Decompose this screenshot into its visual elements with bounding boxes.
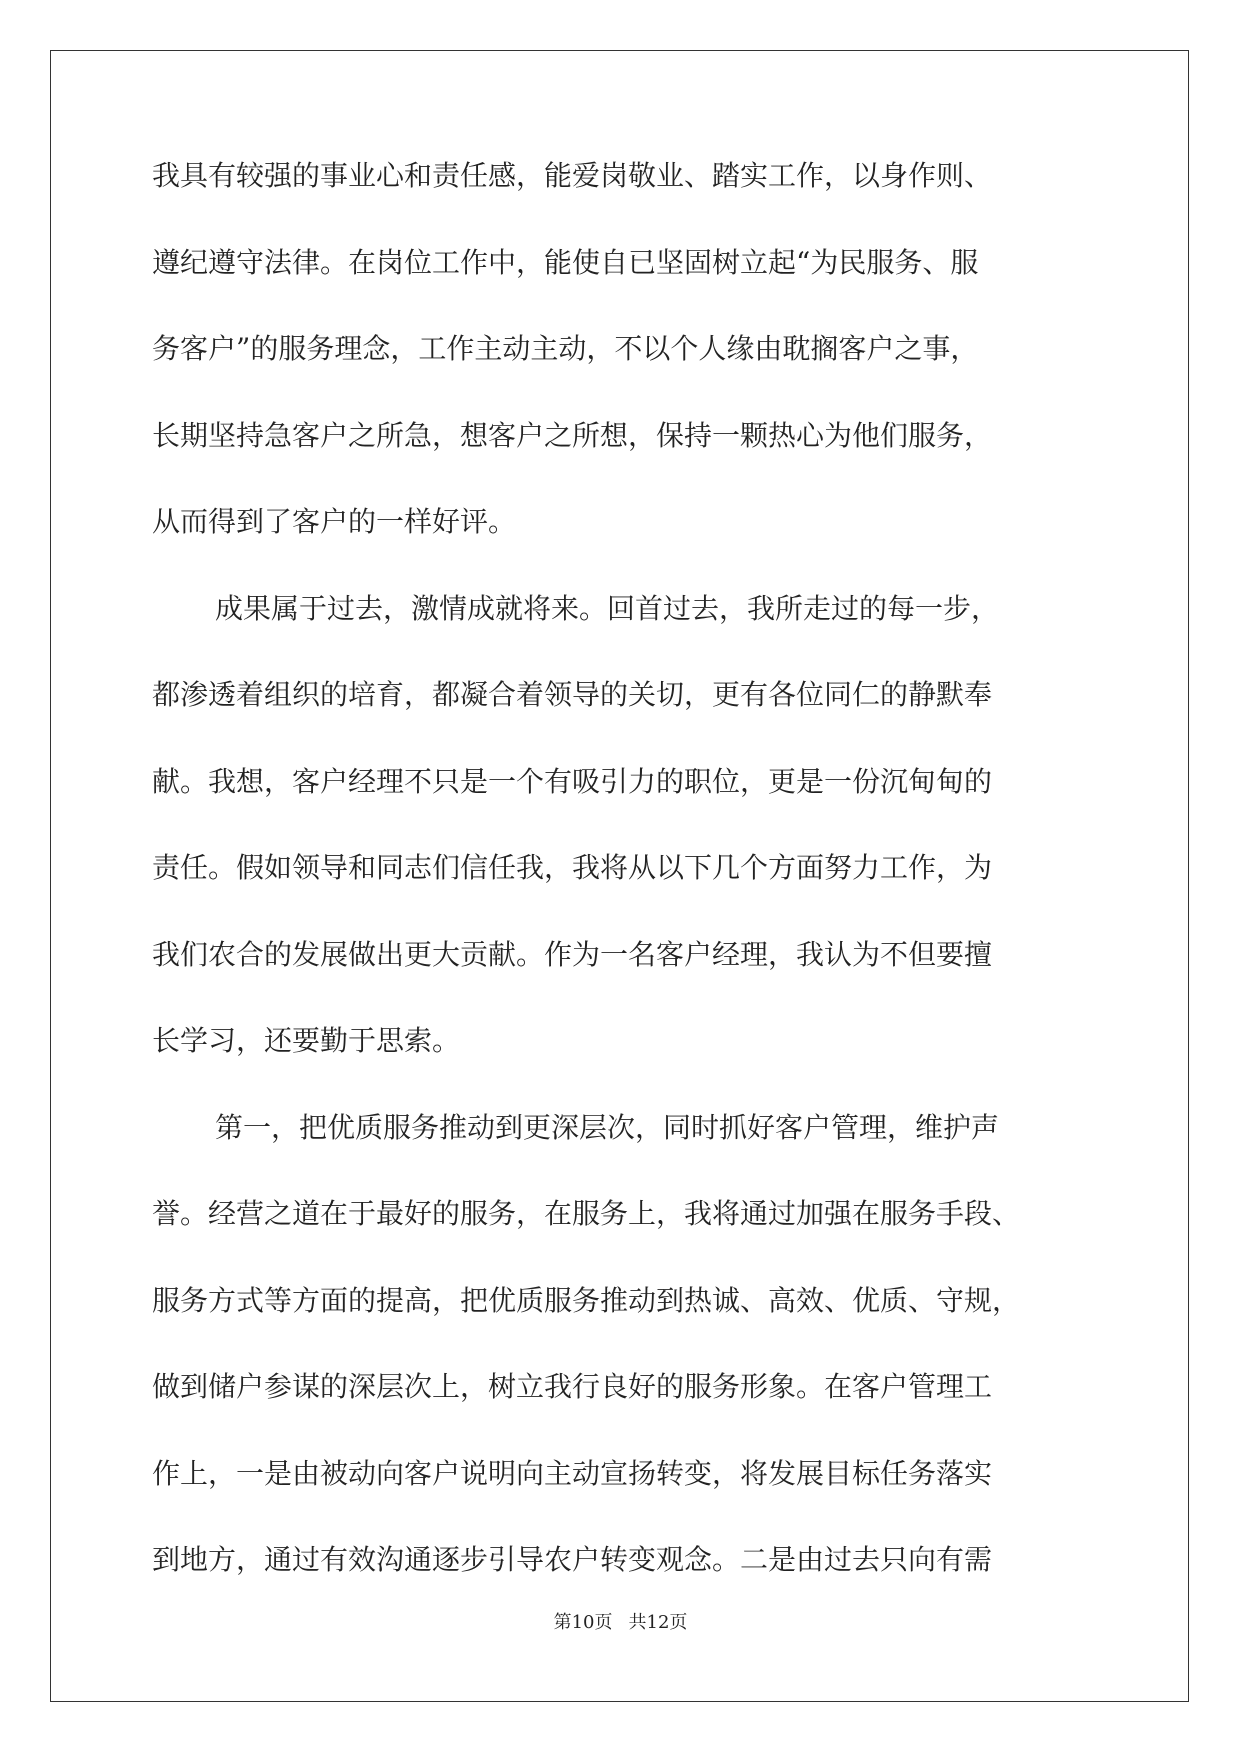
text-line: 我具有较强的事业心和责任感，能爱岗敬业、踏实工作，以身作则、 — [152, 159, 993, 192]
text-line: 都渗透着组织的培育，都凝合着领导的关切，更有各位同仁的静默奉 — [152, 678, 993, 711]
text-line: 务客户”的服务理念，工作主动主动，不以个人缘由耽搁客户之事， — [152, 332, 979, 365]
text-line: 服务方式等方面的提高，把优质服务推动到热诚、高效、优质、守规， — [152, 1283, 1021, 1317]
text-line: 我们农合的发展做出更大贡献。作为一名客户经理，我认为不但要擅 — [152, 937, 993, 971]
text-line: 遵纪遵守法律。在岗位工作中，能使自已坚固树立起“为民服务、服 — [152, 245, 979, 279]
text-line: 长期坚持急客户之所急，想客户之所想，保持一颗热心为他们服务， — [152, 418, 993, 452]
text-line: 做到储户参谋的深层次上，树立我行良好的服务形象。在客户管理工 — [152, 1370, 993, 1403]
text-line: 责任。假如领导和同志们信任我，我将从以下几个方面努力工作，为 — [152, 851, 993, 884]
text-line: 献。我想，客户经理不只是一个有吸引力的职位，更是一份沉甸甸的 — [152, 764, 993, 798]
text-line-paragraph-start: 成果属于过去，激情成就将来。回首过去，我所走过的每一步， — [215, 591, 1000, 625]
page-number: 第10页 — [553, 1612, 613, 1633]
text-line: 长学习，还要勤于思索。 — [152, 1024, 461, 1057]
page-total: 共12页 — [628, 1612, 688, 1633]
page-footer — [0, 1608, 1241, 1634]
text-line: 誉。经营之道在于最好的服务，在服务上，我将通过加强在服务手段、 — [152, 1197, 1021, 1230]
text-line: 从而得到了客户的一样好评。 — [152, 505, 517, 538]
text-line: 作上，一是由被动向客户说明向主动宣扬转变，将发展目标任务落实 — [152, 1456, 993, 1490]
document-body — [152, 159, 1097, 1633]
text-line: 到地方，通过有效沟通逐步引导农户转变观念。二是由过去只向有需 — [152, 1543, 993, 1576]
text-line-paragraph-start: 第一，把优质服务推动到更深层次，同时抓好客户管理，维护声 — [215, 1110, 1000, 1144]
